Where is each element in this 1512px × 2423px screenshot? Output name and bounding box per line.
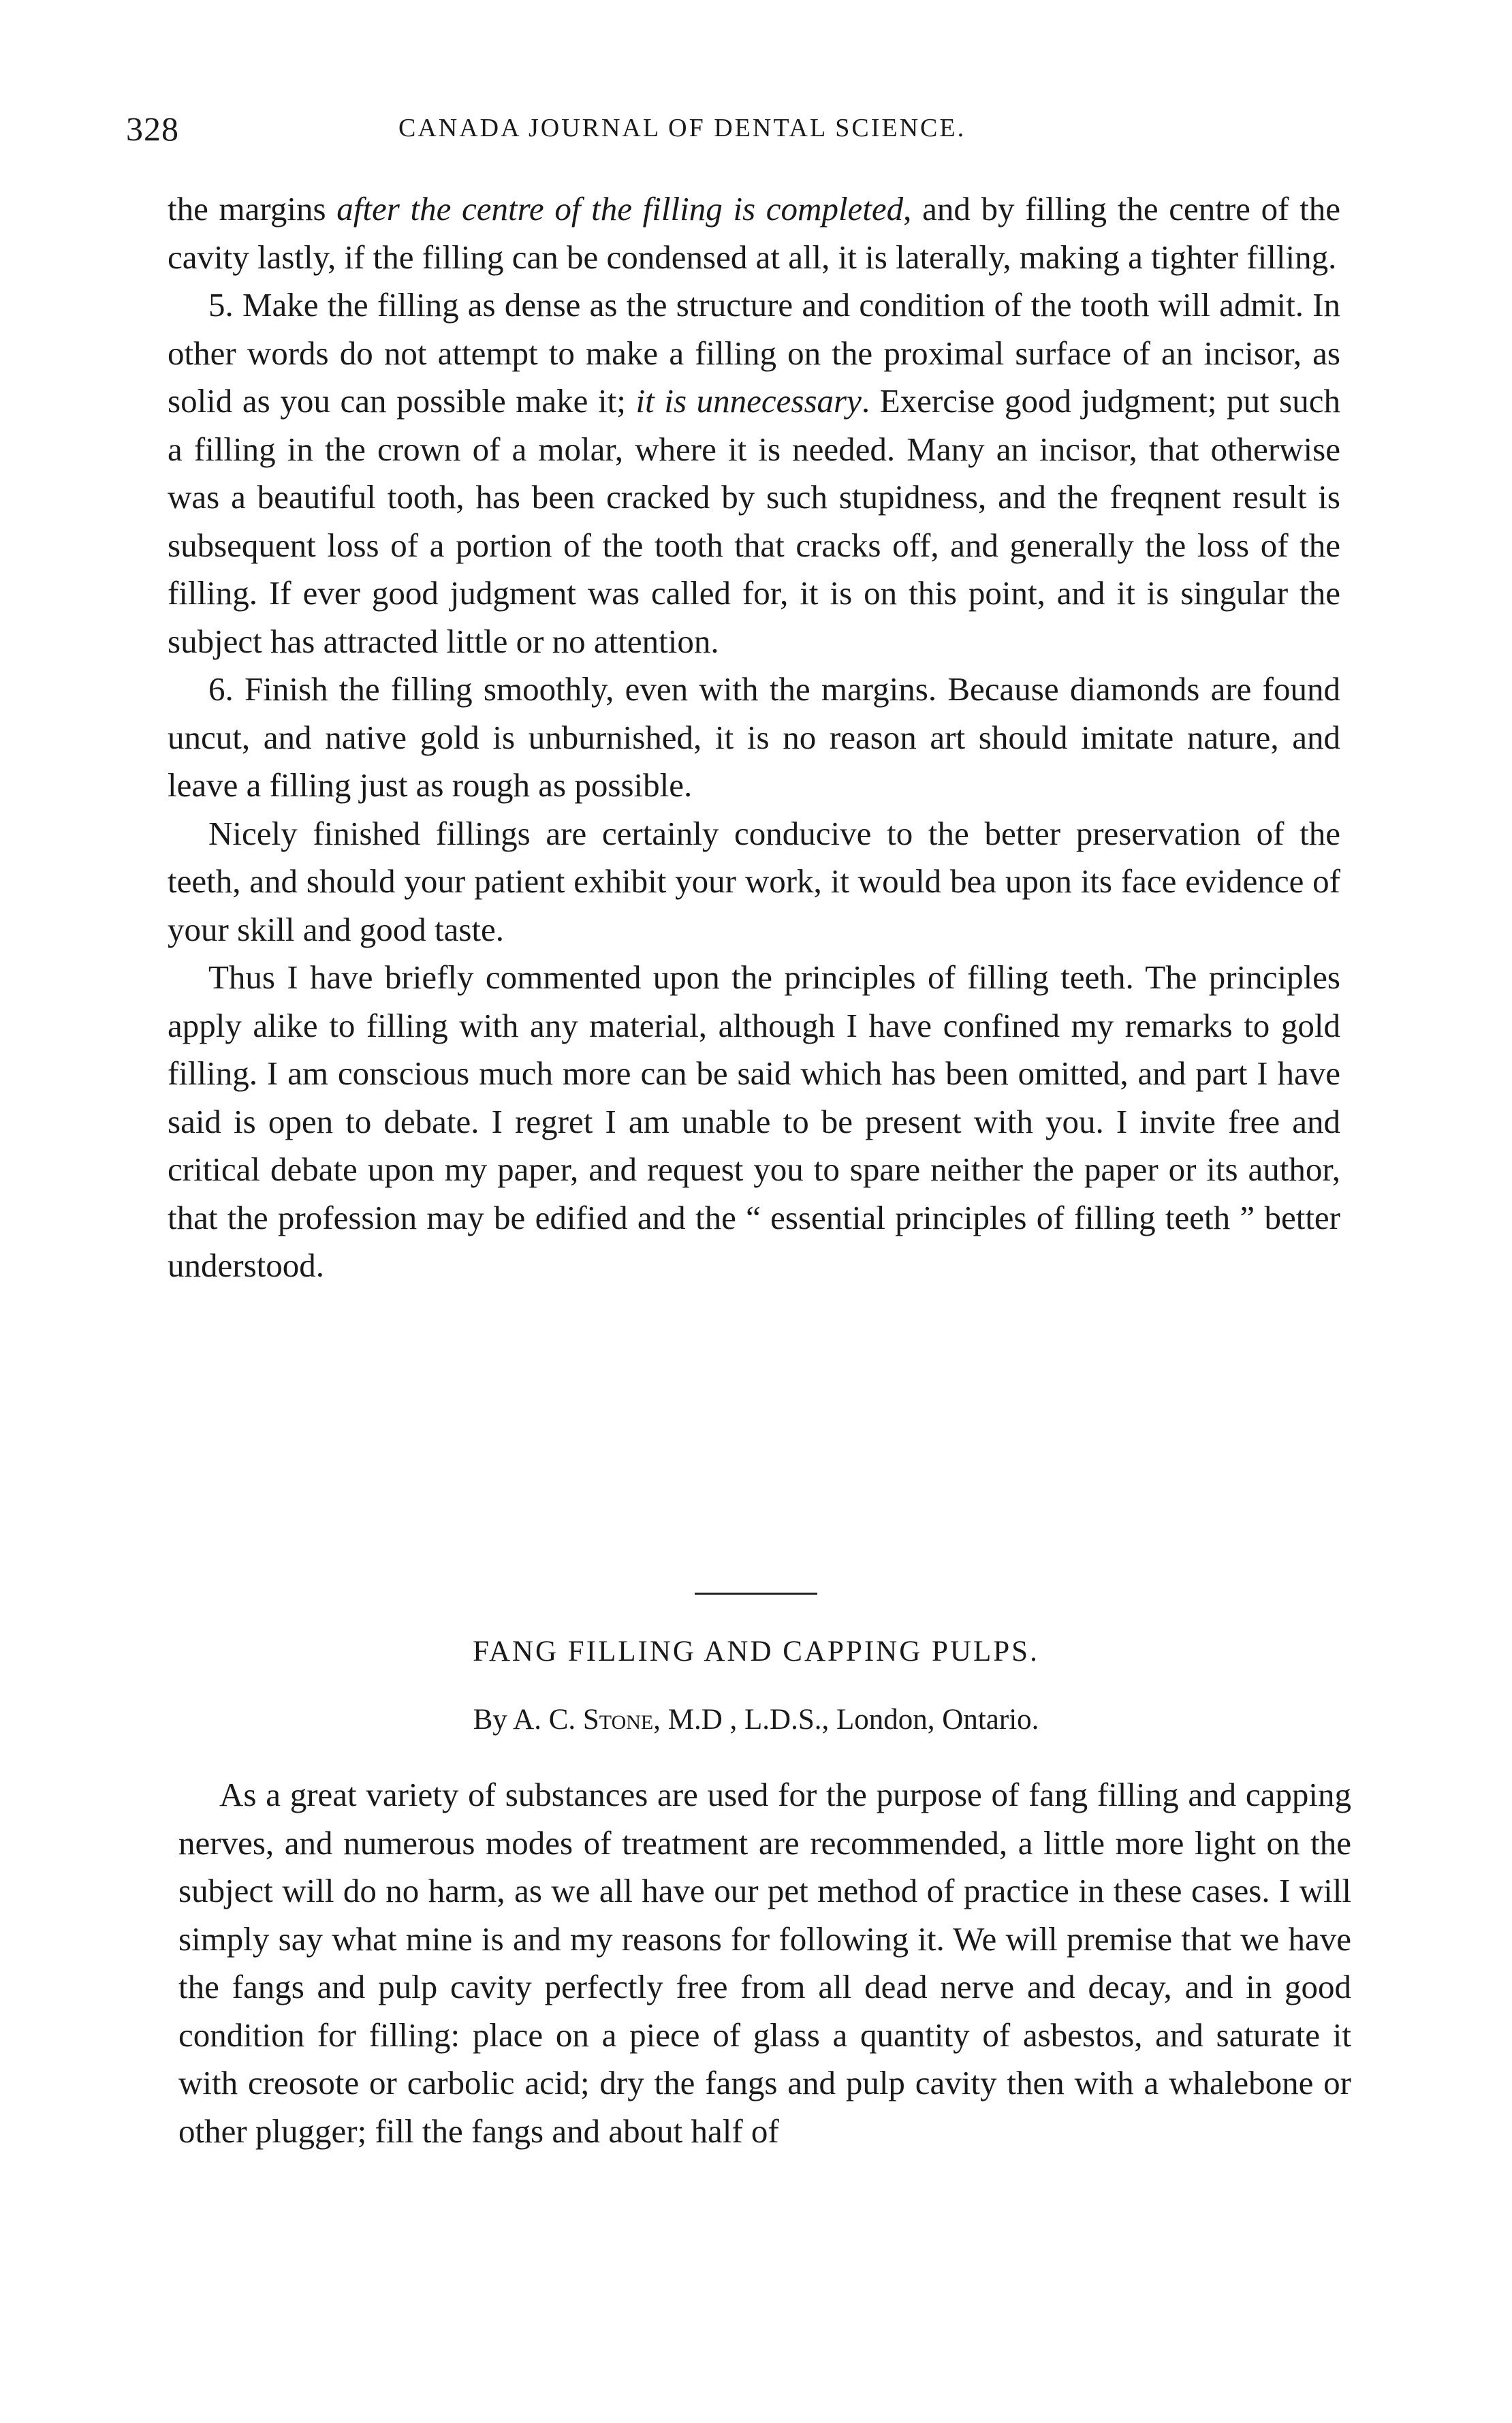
section-divider xyxy=(695,1593,817,1595)
emphasis-text: it is unnecessary xyxy=(635,382,862,420)
paragraph xyxy=(168,954,1340,1290)
paragraph xyxy=(168,666,1340,810)
paragraph: As a great variety of substances are used for the purpose of fang filling and capping nerves, and numerous modes of treatment are recommended, a little more light on the subject will do no harm, as we all have our pet method of practice in these cases. I will simply say what mine is and my reasons for following it. We will premise that we have the fangs and pulp cavity perfectly free from all dead nerve and decay, and in good condition for filling: place on a piece of glass a quantity of asbestos, and saturate it with creosote or carbolic acid; dry the fangs and pulp cavity then with a whalebone or other plugger; fill the fangs and about half of xyxy=(178,1776,1351,2150)
article-title: FANG FILLING AND CAPPING PULPS. xyxy=(473,1636,1039,1668)
text-run: . Exercise good judgment; put such a filling in the crown of a molar, where it is needed. Many an incisor, that otherwise was a beautiful tooth, has been cracked by such stupidness, and the freqnent result is subsequent loss of a portion of the tooth that cracks off, and generally the loss of the filling. If ever good judgment was called for, it is on this point, and it is singular the subject has attracted little or no attention. xyxy=(168,382,1340,660)
journal-title: CANADA JOURNAL OF DENTAL SCIENCE. xyxy=(398,114,966,142)
paragraph xyxy=(168,281,1340,666)
text-run: Nicely finished fillings are certainly conducive to the better preservation of the teeth, and should your patient exhibit your work, it would bea upon its face evidence of your skill and good taste. xyxy=(168,814,1340,948)
emphasis-text: after the centre of the filling is completed xyxy=(336,190,904,228)
previous-article-text xyxy=(168,185,1340,1290)
text-run: 6. Finish the filling smoothly, even with the margins. Because diamonds are found uncut, and native gold is unburnished, it is no reason art should imitate nature, and leave a filling just as rough as possible. xyxy=(168,670,1340,804)
text-run: Thus I have briefly commented upon the principles of filling teeth. The principles apply alike to filling with any material, although I have confined my remarks to gold filling. I am conscious much more can be said which has been omitted, and part I have said is open to debate. I regret I am unable to be present with you. I invite free and critical debate upon my paper, and request you to spare neither the paper or its author, that the profession may be edified and the “ essential principles of filling teeth ” better understood. xyxy=(168,958,1340,1284)
author-name: Stone xyxy=(582,1704,654,1736)
page-number: 328 xyxy=(126,110,179,148)
text-run: 5. Make the filling as dense as the structure and condition of the tooth will admit. In other words do not attempt to make a filling on the proximal surface of an incisor, as solid as you can possible make it; xyxy=(168,286,1340,420)
article-byline xyxy=(0,1703,1512,1736)
text-run: , and by filling the centre of the cavity lastly, if the filling can be condensed at all, it is laterally, making a tighter filling. xyxy=(168,190,1340,276)
byline-prefix: By A. C. xyxy=(473,1704,583,1736)
byline-suffix: , M.D , L.D.S., London, Ontario. xyxy=(653,1704,1039,1736)
running-head xyxy=(126,109,1352,163)
article-body xyxy=(178,1771,1351,2155)
paragraph xyxy=(168,185,1340,281)
text-run: the margins xyxy=(168,190,337,228)
paragraph xyxy=(168,810,1340,954)
